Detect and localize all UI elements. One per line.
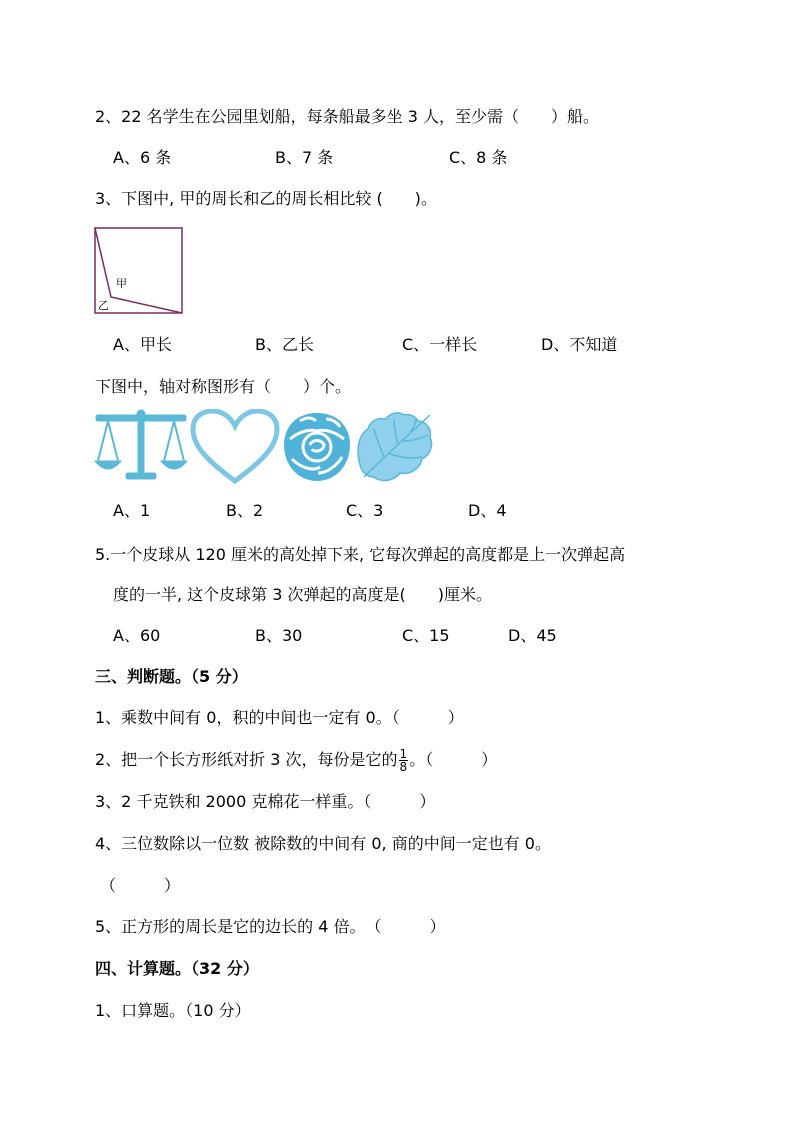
leaf-icon [354,407,436,487]
balance-scale-icon [94,409,188,485]
q3-text: 3、下图中, 甲的周长和乙的周长相比较 ( )。 [95,189,437,208]
q3-label-yi: 乙 [98,299,109,312]
q4-option-d: D、4 [468,501,507,520]
q3-option-c: C、一样长 [402,335,478,354]
q5-option-c: C、15 [402,626,450,645]
q5-option-a: A、60 [113,626,161,645]
judge-item-4: 4、三位数除以一位数 被除数的中间有 0, 商的中间一定也有 0。 [95,834,551,853]
judge-item-3: 3、2 千克铁和 2000 克棉花一样重。（ ） [95,792,436,811]
q4-option-c: C、3 [346,501,384,520]
judge-item-2-post: 。（ ） [409,750,498,769]
judge-item-4-blank: （ ） [100,876,181,895]
q4-text: 下图中，轴对称图形有（ ）个。 [95,377,352,396]
q4-option-a: A、1 [113,501,151,520]
judge-item-5: 5、正方形的周长是它的边长的 4 倍。 （ ） [95,917,446,936]
q2-option-a: A、6 条 [113,148,172,167]
q5-option-b: B、30 [255,626,303,645]
q3-option-d: D、不知道 [541,335,618,354]
rose-icon [280,409,354,485]
q5-option-d: D、45 [508,626,557,645]
q5-line1: 5.一个皮球从 120 厘米的高处掉下来, 它每次弹起的高度都是上一次弹起高 [95,545,626,564]
section4-sub1: 1、口算题。（10 分） [95,1001,251,1020]
judge-item-2 [95,748,497,773]
q3-label-jia: 甲 [116,277,127,290]
judge-item-2-pre: 2、把一个长方形纸对折 3 次，每份是它的 [95,750,398,769]
q3-option-a: A、甲长 [113,335,172,354]
fraction-one-eighth: $\frac{1}{8}$ [399,747,408,774]
q5-line2: 度的一半, 这个皮球第 3 次弹起的高度是( )厘米。 [113,585,493,604]
heart-icon [190,409,280,485]
section3-title: 三、判断题。（5 分） [95,667,248,686]
q2-option-b: B、7 条 [275,148,334,167]
q3-figure [94,227,184,315]
q4-option-b: B、2 [226,501,264,520]
q2-option-c: C、8 条 [449,148,508,167]
judge-item-1: 1、乘数中间有 0，积的中间也一定有 0。（ ） [95,708,464,727]
q2-text: 2、22 名学生在公园里划船，每条船最多坐 3 人，至少需（ ）船。 [95,107,599,126]
section4-title: 四、计算题。（32 分） [95,959,259,978]
q3-option-b: B、乙长 [255,335,314,354]
